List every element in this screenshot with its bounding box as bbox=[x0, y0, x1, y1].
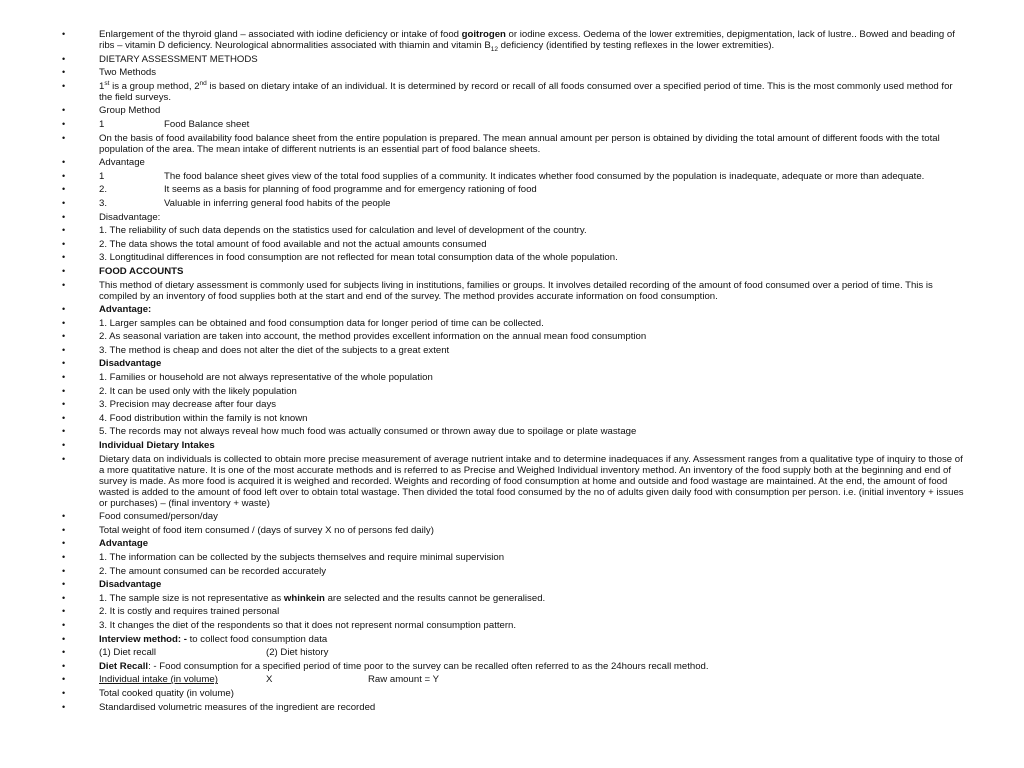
bullet-icon: • bbox=[62, 105, 66, 116]
list-item: • 1. Larger samples can be obtained and food consumption data for longer period of time can be collected. bbox=[62, 317, 544, 329]
bullet-icon: • bbox=[62, 238, 66, 249]
list-item: • On the basis of food availability food balance sheet from the entire population is prepared. The mean annual amount per person is obtained by dividing the total amount of different foods with the total population of the area. The mean intake of different nutrients is an essential part of food balance sheets. bbox=[62, 132, 940, 155]
list-item: • Total cooked quatity (in volume) bbox=[62, 687, 234, 699]
bullet-icon: • bbox=[62, 80, 66, 91]
bullet-icon: • bbox=[62, 426, 66, 437]
bullet-icon: • bbox=[62, 197, 66, 208]
list-item: • Two Methods bbox=[62, 67, 157, 79]
list-item: • (1) Diet recall (2) Diet history bbox=[62, 647, 329, 659]
bullet-icon: • bbox=[62, 372, 66, 383]
bullet-icon: • bbox=[62, 538, 66, 549]
bullet-icon: • bbox=[62, 511, 66, 522]
list-item: • Disadvantage: bbox=[62, 211, 161, 223]
bullet-icon: • bbox=[62, 331, 66, 342]
section-heading: • Advantage: bbox=[62, 304, 152, 316]
bullet-icon: • bbox=[62, 440, 66, 451]
bullet-icon: • bbox=[62, 592, 66, 603]
item-number: 3. bbox=[99, 197, 108, 209]
list-item: • Food consumed/person/day bbox=[62, 511, 218, 523]
item-number: 1 bbox=[99, 170, 105, 182]
bullet-icon: • bbox=[62, 279, 66, 290]
bullet-icon: • bbox=[62, 265, 66, 276]
list-item: • DIETARY ASSESSMENT METHODS bbox=[62, 53, 258, 65]
bullet-icon: • bbox=[62, 524, 66, 535]
list-item: • 2. The amount consumed can be recorded accurately bbox=[62, 565, 327, 577]
list-item: • 3. Valuable in inferring general food habits of the people bbox=[62, 197, 391, 209]
bullet-icon: • bbox=[62, 184, 66, 195]
bullet-icon: • bbox=[62, 317, 66, 328]
list-item: • Diet Recall: - Food consumption for a specified period of time poor to the survey can be recalled often referred to as the 24hours recall method. bbox=[62, 660, 709, 672]
bullet-icon: • bbox=[62, 552, 66, 562]
bullet-icon: • bbox=[62, 225, 66, 236]
list-item: • 1. The information can be collected by the subjects themselves and require minimal supervision bbox=[62, 552, 505, 563]
list-item: • 1. Families or household are not always representative of the whole population bbox=[62, 372, 433, 384]
bullet-icon: • bbox=[62, 701, 66, 712]
section-heading: • Disadvantage bbox=[62, 358, 162, 370]
bullet-icon: • bbox=[62, 660, 66, 671]
bullet-icon: • bbox=[62, 118, 66, 129]
bullet-icon: • bbox=[62, 67, 66, 78]
item-number: 2. bbox=[99, 184, 108, 196]
list-item: • Total weight of food item consumed / (days of survey X no of persons fed daily) bbox=[62, 524, 434, 536]
list-item: • 2. The data shows the total amount of food available and not the actual amounts consumed bbox=[62, 238, 487, 250]
list-item: • 2. It seems as a basis for planning of food programme and for emergency rationing of food bbox=[62, 184, 537, 196]
list-item: • 3. The method is cheap and does not alter the diet of the subjects to a great extent bbox=[62, 344, 450, 356]
list-item: • 4. Food distribution within the family is not known bbox=[62, 412, 308, 424]
item-number: 1 bbox=[99, 118, 105, 130]
list-item: • Individual intake (in volume) X Raw amount = Y bbox=[62, 674, 440, 686]
list-item: • 2. It is costly and requires trained personal bbox=[62, 606, 280, 618]
list-item: • 5. The records may not always reveal how much food was actually consumed or thrown away due to spoilage or plate wastage bbox=[62, 426, 637, 438]
list-item: • 3. Precision may decrease after four days bbox=[62, 399, 277, 411]
list-item: • 1. The reliability of such data depends on the statistics used for calculation and level of development of the country. bbox=[62, 225, 587, 237]
list-item: • Dietary data on individuals is collected to obtain more precise measurement of average nutrient intake and to determine inadequaces if any. Assessment ranges from a qualitative type of inquiry to those of a more quatitative nature. It is one of the most accurate methods and is referred to as Precise and Weighed Individual inventory method. An inventory of the food supply both at the beginning and end of survey is made. As more food is acquired it is weighed and recorded. Weights and recording of food consumption at home and outside and food wastage are maintained. At the end, the amount of food wasted is added to the amount of food left over to obtain total wastage. Then divided the total food consumed by the no of adults given daily food with consumption per person. i.e. (initial inventory + issues or purchases) – (final inventory + waste) bbox=[62, 453, 964, 509]
bullet-icon: • bbox=[62, 453, 66, 464]
bullet-icon: • bbox=[62, 211, 66, 222]
bullet-icon: • bbox=[62, 29, 66, 39]
bullet-icon: • bbox=[62, 132, 66, 143]
bullet-icon: • bbox=[62, 606, 66, 617]
section-heading: • Advantage bbox=[62, 538, 149, 550]
bullet-icon: • bbox=[62, 170, 66, 181]
list-item: • 1 The food balance sheet gives view of the total food supplies of a community. It indicates whether food consumed by the population is inadequate, adequate or more than adequate. bbox=[62, 170, 925, 182]
list-item: • This method of dietary assessment is commonly used for subjects living in institutions, families or groups. It involves detailed recording of the amount of food consumed over a period of time. This is compiled by an inventory of food supplies both at the start and end of the survey. The method provides accurate information on food consumption. bbox=[62, 279, 933, 302]
section-heading: • FOOD ACCOUNTS bbox=[62, 265, 184, 277]
bullet-icon: • bbox=[62, 252, 66, 263]
list-item: • 1st is a group method, 2nd is based on dietary intake of an individual. It is determined by record or recall of all foods consumed over a specified period of time. This is the most commonly used method for the field surveys. bbox=[62, 79, 953, 103]
bullet-icon: • bbox=[62, 633, 66, 644]
bullet-icon: • bbox=[62, 565, 66, 576]
bullet-icon: • bbox=[62, 358, 66, 369]
bullet-icon: • bbox=[62, 412, 66, 423]
section-heading: • Disadvantage bbox=[62, 579, 162, 591]
bullet-icon: • bbox=[62, 687, 66, 698]
list-item: • Group Method bbox=[62, 105, 161, 117]
bullet-icon: • bbox=[62, 53, 66, 64]
list-item: • 3. Longtitudinal differences in food consumption are not reflected for mean total consumption data of the whole population. bbox=[62, 252, 618, 264]
bullet-icon: • bbox=[62, 344, 66, 355]
list-item: • Interview method: - to collect food consumption data bbox=[62, 633, 328, 645]
bullet-icon: • bbox=[62, 647, 66, 658]
bullet-icon: • bbox=[62, 157, 66, 168]
list-item: • Advantage bbox=[62, 157, 145, 169]
bullet-icon: • bbox=[62, 385, 66, 396]
list-item: • Standardised volumetric measures of the ingredient are recorded bbox=[62, 701, 376, 713]
list-item: • 3. It changes the diet of the respondents so that it does not represent normal consumption pattern. bbox=[62, 619, 517, 631]
bullet-icon: • bbox=[62, 674, 66, 685]
bullet-icon: • bbox=[62, 304, 66, 315]
list-item: • 1 Food Balance sheet bbox=[62, 118, 250, 130]
section-heading: • Individual Dietary Intakes bbox=[62, 440, 215, 452]
bullet-icon: • bbox=[62, 619, 66, 630]
list-item: • 2. It can be used only with the likely population bbox=[62, 385, 297, 397]
document-page bbox=[0, 29, 1024, 715]
bullet-icon: • bbox=[62, 579, 66, 590]
bullet-icon: • bbox=[62, 399, 66, 410]
list-item: • 2. As seasonal variation are taken into account, the method provides excellent information on the annual mean food consumption bbox=[62, 331, 647, 343]
list-item: • 1. The sample size is not representative as whinkein are selected and the results cannot be generalised. bbox=[62, 592, 546, 604]
list-item: • Enlargement of the thyroid gland – associated with iodine deficiency or intake of food goitrogen or iodine excess. Oedema of the lower extremities, depigmentation, lack of lustre.. Bowed and beading of ribs – vitamin D deficiency. Neurological abnormalities associated with thiamin and vitamin $B_{12}$ deficiency (identified by testing reflexes in the lower extremities). bbox=[62, 29, 955, 53]
